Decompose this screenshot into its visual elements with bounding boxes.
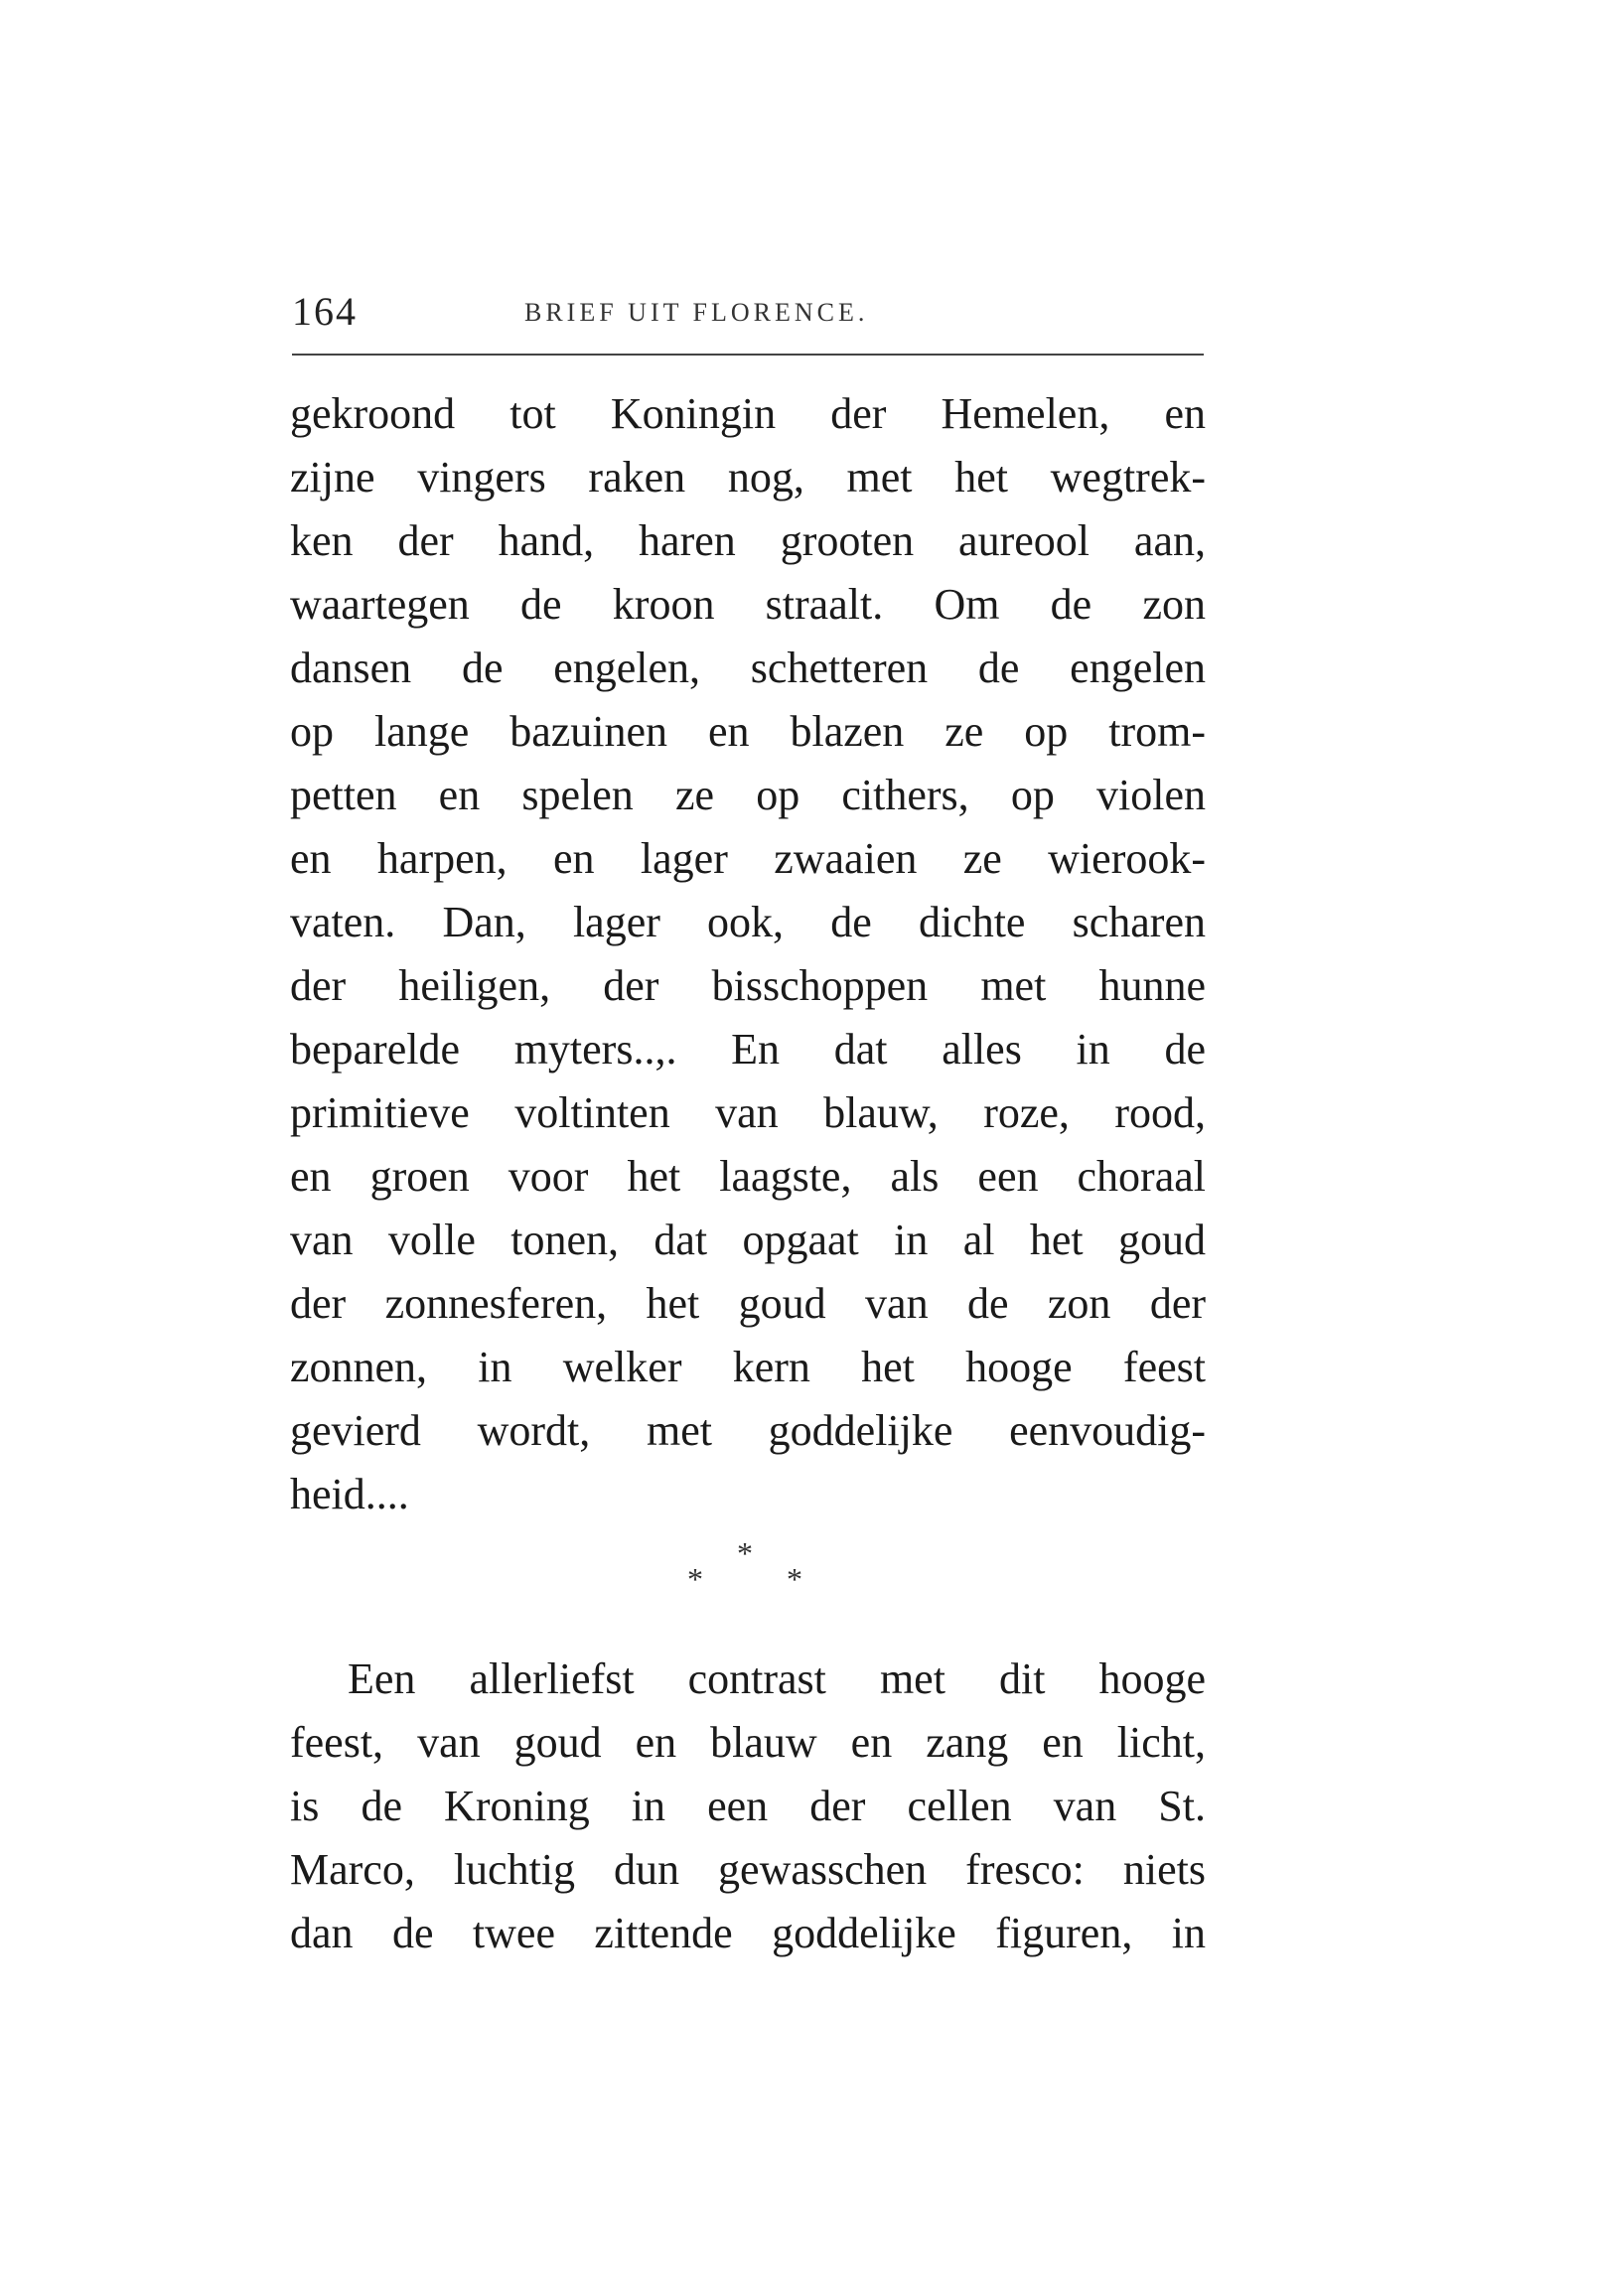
section-asterism xyxy=(687,1535,826,1595)
text-line: vaten. Dan, lager ook, de dichte scharen xyxy=(290,898,1206,946)
text-line: Marco, luchtig dun gewasschen fresco: niets xyxy=(290,1845,1206,1894)
text-line: zijne vingers raken nog, met het wegtrek- xyxy=(290,453,1206,502)
text-line: dansen de engelen, schetteren de engelen xyxy=(290,644,1206,692)
text-line: Een allerliefst contrast met dit hooge xyxy=(348,1654,1206,1703)
asterisk-icon: * xyxy=(737,1535,753,1571)
asterisk-icon: * xyxy=(687,1561,703,1597)
text-line: der heiligen, der bisschoppen met hunne xyxy=(290,961,1206,1010)
text-line: gevierd wordt, met goddelijke eenvoudig- xyxy=(290,1406,1206,1455)
text-line: zonnen, in welker kern het hooge feest xyxy=(290,1343,1206,1391)
paragraph-1 xyxy=(290,382,1206,1526)
text-line: dan de twee zittende goddelijke figuren, in xyxy=(290,1909,1206,1957)
text-line: primitieve voltinten van blauw, roze, rood, xyxy=(290,1088,1206,1137)
text-line: der zonnesferen, het goud van de zon der xyxy=(290,1279,1206,1328)
text-line: op lange bazuinen en blazen ze op trom- xyxy=(290,707,1206,756)
asterisk-icon: * xyxy=(787,1561,802,1597)
text-line: ken der hand, haren grooten aureool aan, xyxy=(290,516,1206,565)
header-rule xyxy=(292,354,1204,356)
text-line: en groen voor het laagste, als een choraal xyxy=(290,1152,1206,1201)
text-line: feest, van goud en blauw en zang en licht, xyxy=(290,1718,1206,1767)
text-line: waartegen de kroon straalt. Om de zon xyxy=(290,580,1206,629)
paragraph-2 xyxy=(290,1648,1206,1965)
page-number: 164 xyxy=(292,289,358,334)
running-head xyxy=(288,288,1204,338)
text-line: en harpen, en lager zwaaien ze wierook- xyxy=(290,834,1206,883)
text-line: beparelde myters..,. En dat alles in de xyxy=(290,1025,1206,1074)
text-line: heid.... xyxy=(290,1470,409,1518)
text-line: petten en spelen ze op cithers, op violen xyxy=(290,771,1206,819)
text-line: gekroond tot Koningin der Hemelen, en xyxy=(290,389,1206,438)
text-line: is de Kroning in een der cellen van St. xyxy=(290,1782,1206,1830)
text-line: van volle tonen, dat opgaat in al het goud xyxy=(290,1216,1206,1264)
running-title: BRIEF UIT FLORENCE. xyxy=(524,298,869,327)
